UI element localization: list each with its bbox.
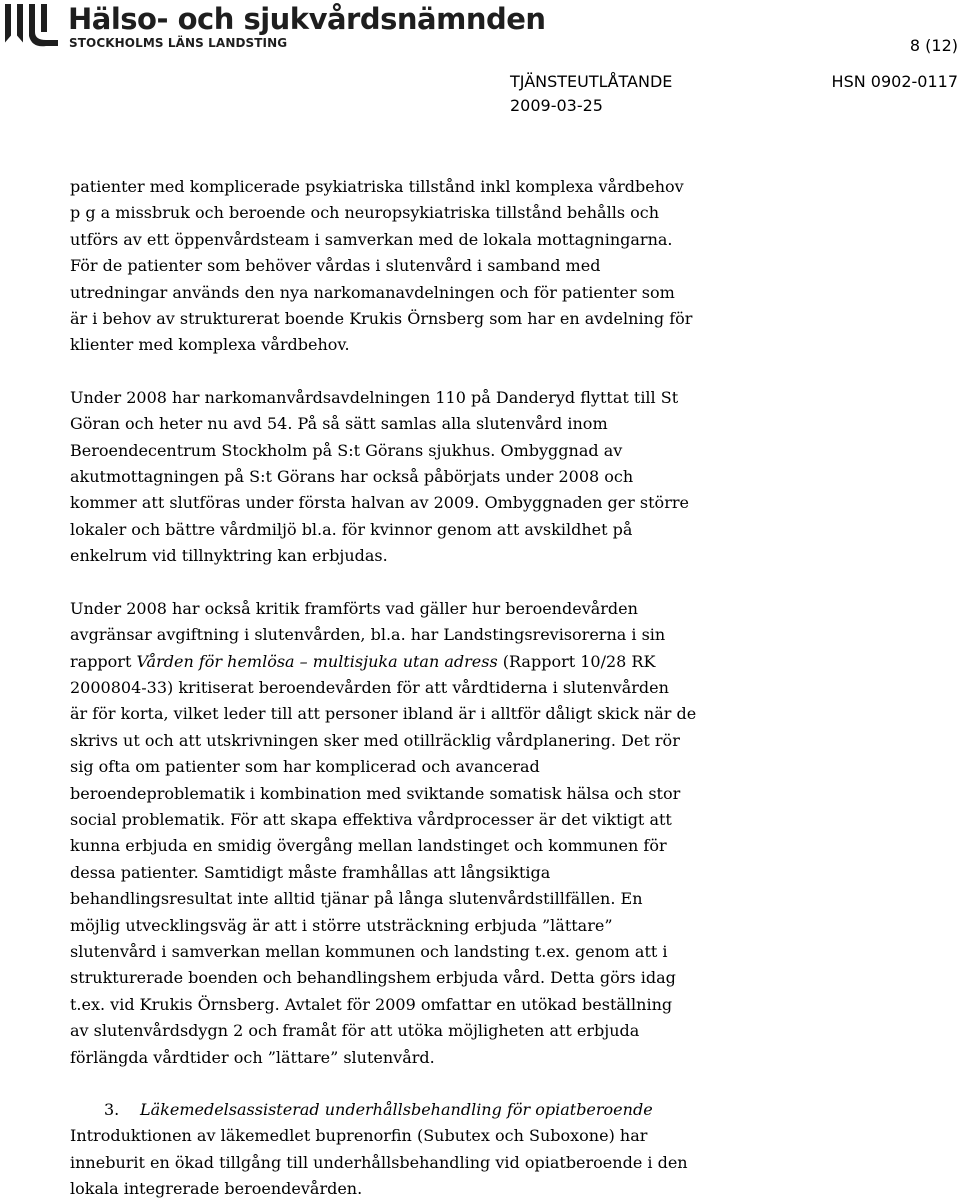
paragraph [70,385,770,570]
organization-subtitle: STOCKHOLMS LÄNS LANDSTING [69,36,288,50]
text-line: Introduktionen av läkemedlet buprenorfin (Subutex och Suboxone) har [70,1126,648,1146]
text-line: akutmottagningen på S:t Görans har också påbörjats under 2008 och [70,467,634,487]
section-title: Läkemedelsassisterad underhållsbehandling för opiatberoende [140,1100,653,1119]
text-line: av slutenvårdsdygn 2 och framåt för att utöka möjligheten att erbjuda [70,1021,640,1041]
text-line: För de patienter som behöver vårdas i slutenvård i samband med [70,256,601,276]
paragraph [70,596,770,1071]
text-line: Beroendecentrum Stockholm på S:t Görans sjukhus. Ombyggnad av [70,440,623,460]
text-line: behandlingsresultat inte alltid tjänar på långa slutenvårdstillfällen. En [70,889,643,909]
text-line: beroendeproblematik i kombination med sviktande somatisk hälsa och stor [70,783,681,803]
text-line: Under 2008 har narkomanvårdsavdelningen 110 på Danderyd flyttat till St [70,387,679,407]
text-line: Göran och heter nu avd 54. På så sätt samlas alla slutenvård inom [70,414,608,434]
text-line: 2000804-33) kritiserat beroendevården för att vårdtiderna i slutenvården [70,677,669,697]
document-type: TJÄNSTEUTLÅTANDE [510,72,673,91]
text-line: p g a missbruk och beroende och neuropsykiatriska tillstånd behålls och [70,203,660,223]
page-number: 8 (12) [909,36,958,55]
text-line: enkelrum vid tillnyktring kan erbjudas. [70,546,388,566]
text-line: strukturerade boenden och behandlingshem erbjuda vård. Detta görs idag [70,968,676,988]
text-fragment: rapport [70,651,137,671]
text-line: dessa patienter. Samtidigt måste framhållas att långsiktiga [70,862,551,882]
section-number: 3. [104,1100,120,1119]
organization-logo [2,2,546,50]
text-line: slutenvård i samverkan mellan kommunen och landsting t.ex. genom att i [70,941,668,961]
report-title: Vården för hemlösa – multisjuka utan adress [136,651,498,671]
text-line: lokaler och bättre vårdmiljö bl.a. för kvinnor genom att avskildhet på [70,519,633,539]
text-line: kunna erbjuda en smidig övergång mellan landstinget och kommunen för [70,836,667,856]
text-line: är i behov av strukturerat boende Krukis Örnsberg som har en avdelning för [70,309,693,329]
county-council-logo-icon [2,2,62,50]
text-line: social problematik. För att skapa effektiva vårdprocesser är det viktigt att [70,809,672,829]
document-body [70,174,770,1203]
text-line: sig ofta om patienter som har komplicerad och avancerad [70,757,540,777]
section-heading [70,1097,770,1123]
text-line [70,649,770,675]
document-reference: HSN 0902-0117 [831,72,958,91]
paragraph [70,174,770,359]
text-line: skrivs ut och att utskrivningen sker med otillräcklig vårdplanering. Det rör [70,730,680,750]
document-date: 2009-03-25 [510,96,603,115]
text-line: patienter med komplicerade psykiatriska tillstånd inkl komplexa vårdbehov [70,177,684,196]
organization-name: Hälso- och sjukvårdsnämnden [68,2,546,36]
paragraph [70,1123,770,1202]
text-fragment: (Rapport 10/28 RK [497,651,656,671]
text-line: kommer att slutföras under första halvan av 2009. Ombyggnaden ger större [70,493,689,513]
text-line: utredningar används den nya narkomanavdelningen och för patienter som [70,282,675,302]
text-line: Under 2008 har också kritik framförts vad gäller hur beroendevården [70,598,638,618]
text-line: möjlig utvecklingsväg är att i större utsträckning erbjuda ”lättare” [70,915,613,935]
text-line: lokala integrerade beroendevården. [70,1179,363,1199]
text-line: utförs av ett öppenvårdsteam i samverkan med de lokala mottagningarna. [70,229,673,249]
text-line: förlängda vårdtider och ”lättare” slutenvård. [70,1047,435,1067]
text-line: är för korta, vilket leder till att personer ibland är i alltför dåligt skick när de [70,704,697,724]
text-line: klienter med komplexa vårdbehov. [70,335,350,355]
text-line: inneburit en ökad tillgång till underhållsbehandling vid opiatberoende i den [70,1152,688,1172]
text-line: avgränsar avgiftning i slutenvården, bl.a. har Landstingsrevisorerna i sin [70,625,666,645]
text-line: t.ex. vid Krukis Örnsberg. Avtalet för 2009 omfattar en utökad beställning [70,994,673,1014]
